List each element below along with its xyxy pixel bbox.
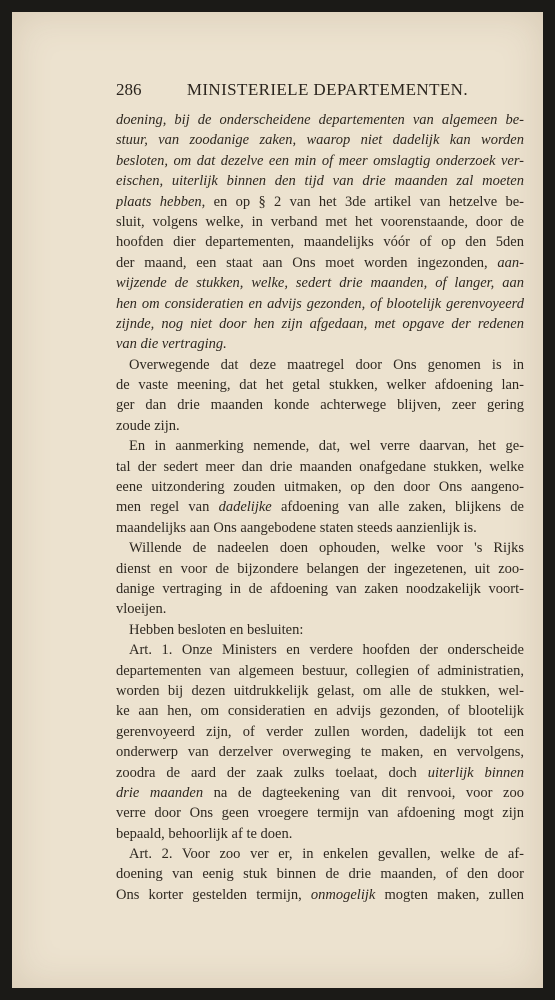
text-line [116,701,524,721]
text-segment: onderwerp van derzelver overweging te maken, en vervolgens, [116,744,524,761]
text-segment: En in aanmerking nemende, dat, wel verre daarvan, het ge- [129,438,524,455]
text-line [116,171,524,191]
text-line [116,844,524,864]
text-segment: departementen van algemeen bestuur, collegien of administratien, [116,662,524,679]
text-segment: worden bij dezen uitdrukkelijk gelast, om alle de stukken, wel- [116,682,524,699]
italic-text-segment: onmogelijk [310,886,376,903]
text-line [116,151,524,171]
text-line [116,538,524,558]
text-segment: Overwegende dat deze maatregel door Ons genomen is in [129,356,524,373]
text-segment: Willende de nadeelen doen ophouden, welke voor 's Rijks [129,540,524,557]
italic-text-segment: dadelijke [218,499,272,516]
text-line [116,559,524,579]
text-line [116,130,524,150]
text-segment: afdoening van alle zaken, blijkens de [271,499,524,516]
text-line [116,273,524,293]
text-line [116,375,524,395]
italic-text-segment: van die vertraging. [116,336,227,353]
text-segment: gerenvoyeerd zijn, of verder zullen worden, dadelijk tot een [116,723,524,740]
text-segment: zoude zijn. [116,417,180,434]
text-segment: vloeijen. [116,601,167,618]
text-line [116,355,524,375]
text-segment: men regel van [116,499,219,516]
text-segment: danige vertraging in de afdoening van zaken noodzakelijk voort- [116,580,524,597]
text-segment: tal der sedert meer dan drie maanden onafgedane stukken, welke [116,458,524,475]
text-segment: Ons korter gestelden termijn, [116,886,311,903]
text-segment: mogten maken, zullen [375,886,524,903]
text-line [116,477,524,497]
text-line [116,192,524,212]
text-segment: eene uitzondering zouden uitmaken, op den door Ons aangeno- [116,479,524,496]
running-head: MINISTERIELE DEPARTEMENTEN. [186,80,468,99]
text-line [116,681,524,701]
text-segment: bepaald, behoorlijk af te doen. [116,825,293,842]
text-line [116,661,524,681]
text-line [116,763,524,783]
text-line [116,783,524,803]
text-line [116,395,524,415]
text-line [116,110,524,130]
text-line [116,599,524,619]
book-page [12,12,543,988]
italic-text-segment: stuur, van zoodanige zaken, waarop niet dadelijk kan worden [116,132,524,149]
text-line [116,722,524,742]
text-line [116,457,524,477]
text-line [116,314,524,334]
text-line [116,253,524,273]
italic-text-segment: zijnde, nog niet door hen zijn afgedaan, met opgave der redenen [116,315,524,332]
text-segment: hoofden dier departementen, maandelijks vóór of op den 5den [116,234,524,251]
text-segment: maandelijks aan Ons aangebodene staten steeds aanzienlijk is. [116,519,477,536]
italic-text-segment: wijzende de stukken, welke, sedert drie maanden, of langer, aan [116,275,524,292]
text-segment: Art. 1. Onze Ministers en verdere hoofden der onderscheide [129,642,524,659]
text-segment: Hebben besloten en besluiten: [129,621,304,638]
italic-text-segment: doening, bij de onderscheidene departementen van algemeen be- [116,112,524,128]
text-segment: Art. 2. Voor zoo ver er, in enkelen gevallen, welke de af- [129,846,524,863]
text-line [116,640,524,660]
italic-text-segment: drie maanden [116,784,204,801]
text-segment: , en op § 2 van het 3de artikel van hetzelve be- [201,193,524,210]
text-segment: ke aan hen, om consideratien en advijs gezonden, of blootelijk [116,703,524,720]
italic-text-segment: uiterlijk binnen [427,764,524,781]
text-segment: na de dagteekening van dit renvooi, voor zoo [203,784,524,801]
text-line [116,232,524,252]
italic-text-segment: plaats hebben [116,193,202,210]
text-line [116,620,524,640]
text-segment: zoodra de aard der zaak zulks toelaat, doch [116,764,428,781]
italic-text-segment: hen om consideratien en advijs gezonden, of blootelijk gerenvoyeerd [116,295,524,312]
text-line [116,864,524,884]
text-segment: dienst en voor de bijzondere belangen der ingezetenen, uit zoo- [116,560,524,577]
text-segment: der maand, een staat aan Ons moet worden ingezonden, [116,254,498,271]
text-line [116,518,524,538]
text-line [116,742,524,762]
text-segment: ger dan drie maanden konde achterwege blijven, zeer gering [116,397,524,414]
text-segment: doening van eenig stuk binnen de drie maanden, of den door [116,866,524,883]
text-line [116,497,524,517]
italic-text-segment: besloten, om dat dezelve een min of meer omslagtig onderzoek ver- [116,152,524,169]
text-line [116,579,524,599]
text-line [116,885,524,905]
text-line [116,212,524,232]
text-line [116,803,524,823]
text-segment: sluit, volgens welke, in verband met het voorenstaande, door de [116,213,524,230]
italic-text-segment: aan- [497,254,524,271]
page-header [116,80,468,100]
text-line [116,824,524,844]
text-line [116,436,524,456]
text-line [116,294,524,314]
italic-text-segment: eischen, uiterlijk binnen den tijd van drie maanden zal moeten [116,173,524,190]
text-line [116,334,524,354]
body-text [116,110,524,905]
page-number: 286 [116,80,142,99]
text-line [116,416,524,436]
text-segment: verre door Ons geen vroegere termijn van afdoening mogt zijn [116,805,524,822]
text-segment: de vaste meening, dat het getal stukken, welker afdoening lan- [116,377,524,394]
